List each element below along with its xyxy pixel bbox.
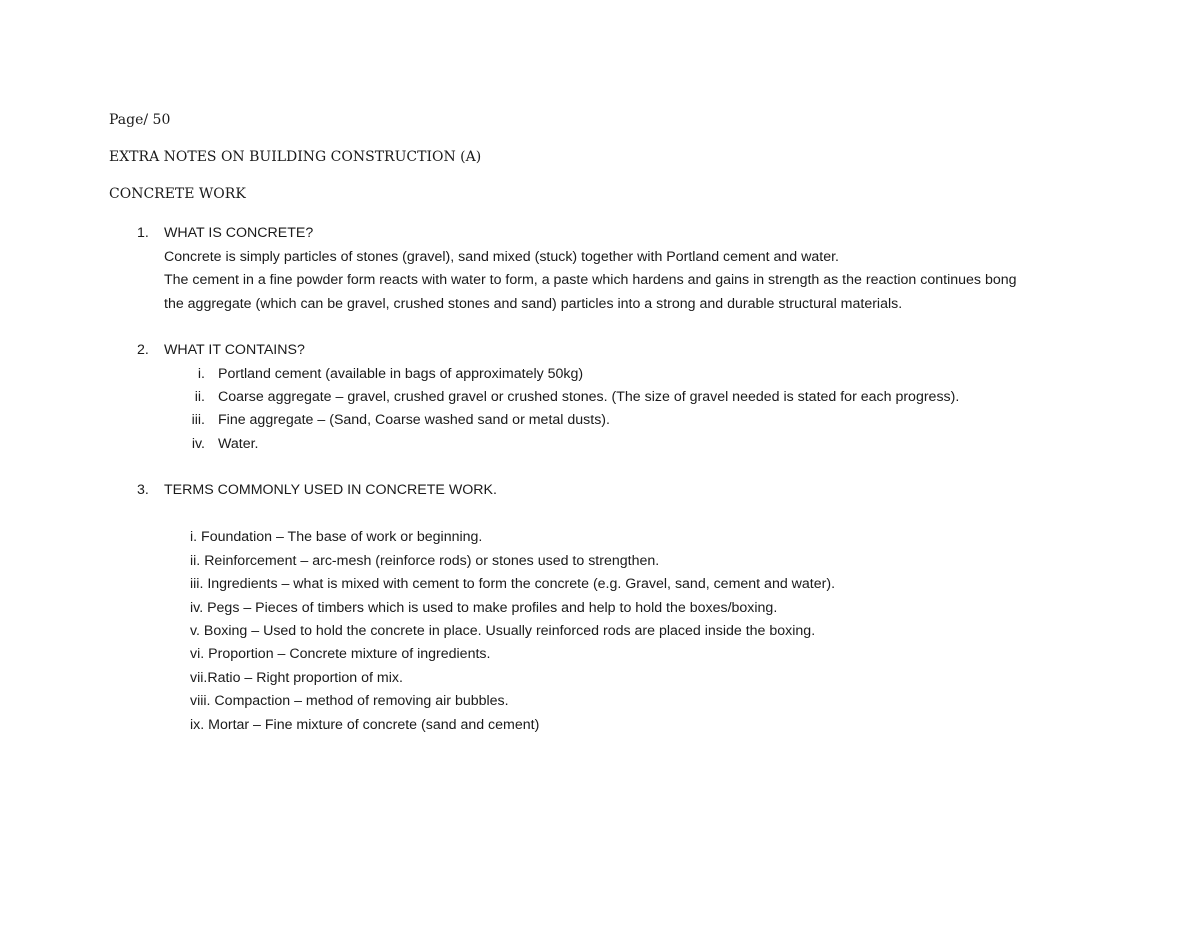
document-title: EXTRA NOTES ON BUILDING CONSTRUCTION (A) bbox=[109, 149, 482, 165]
section-heading: WHAT IT CONTAINS? bbox=[164, 342, 305, 358]
term-item: vi. Proportion – Concrete mixture of ingredients. bbox=[190, 646, 491, 662]
list-numeral: iii. bbox=[191, 412, 205, 428]
list-item: Water. bbox=[218, 436, 259, 452]
list-item: Coarse aggregate – gravel, crushed gravel or crushed stones. (The size of gravel needed is stated for each progress). bbox=[218, 389, 960, 405]
term-item: iv. Pegs – Pieces of timbers which is used to make profiles and help to hold the boxes/boxing. bbox=[190, 600, 778, 616]
list-numeral: i. bbox=[197, 366, 205, 382]
term-item: vii.Ratio – Right proportion of mix. bbox=[190, 670, 403, 686]
list-numeral: iv. bbox=[191, 436, 205, 452]
section-number: 2. bbox=[137, 342, 149, 358]
paragraph-line: The cement in a fine powder form reacts with water to form, a paste which hardens and gains in strength as the reaction continues bong bbox=[164, 272, 1017, 288]
list-item: Portland cement (available in bags of approximately 50kg) bbox=[218, 366, 584, 382]
paragraph-line: the aggregate (which can be gravel, crushed stones and sand) particles into a strong and durable structural materials. bbox=[164, 296, 903, 312]
term-item: i. Foundation – The base of work or beginning. bbox=[190, 529, 483, 545]
list-numeral: ii. bbox=[194, 389, 205, 405]
section-heading: TERMS COMMONLY USED IN CONCRETE WORK. bbox=[164, 482, 497, 498]
page-label: Page/ 50 bbox=[109, 112, 171, 128]
term-item: ii. Reinforcement – arc-mesh (reinforce rods) or stones used to strengthen. bbox=[190, 553, 660, 569]
list-item: Fine aggregate – (Sand, Coarse washed sand or metal dusts). bbox=[218, 412, 610, 428]
term-item: ix. Mortar – Fine mixture of concrete (sand and cement) bbox=[190, 717, 540, 733]
term-item: v. Boxing – Used to hold the concrete in place. Usually reinforced rods are placed inside the boxing. bbox=[190, 623, 816, 639]
section-number: 3. bbox=[137, 482, 149, 498]
section-heading: WHAT IS CONCRETE? bbox=[164, 225, 314, 241]
section-title: CONCRETE WORK bbox=[109, 186, 246, 202]
term-item: iii. Ingredients – what is mixed with cement to form the concrete (e.g. Gravel, sand, cement and water). bbox=[190, 576, 836, 592]
paragraph-line: Concrete is simply particles of stones (gravel), sand mixed (stuck) together with Portland cement and water. bbox=[164, 249, 839, 265]
section-number: 1. bbox=[137, 225, 149, 241]
term-item: viii. Compaction – method of removing air bubbles. bbox=[190, 693, 509, 709]
